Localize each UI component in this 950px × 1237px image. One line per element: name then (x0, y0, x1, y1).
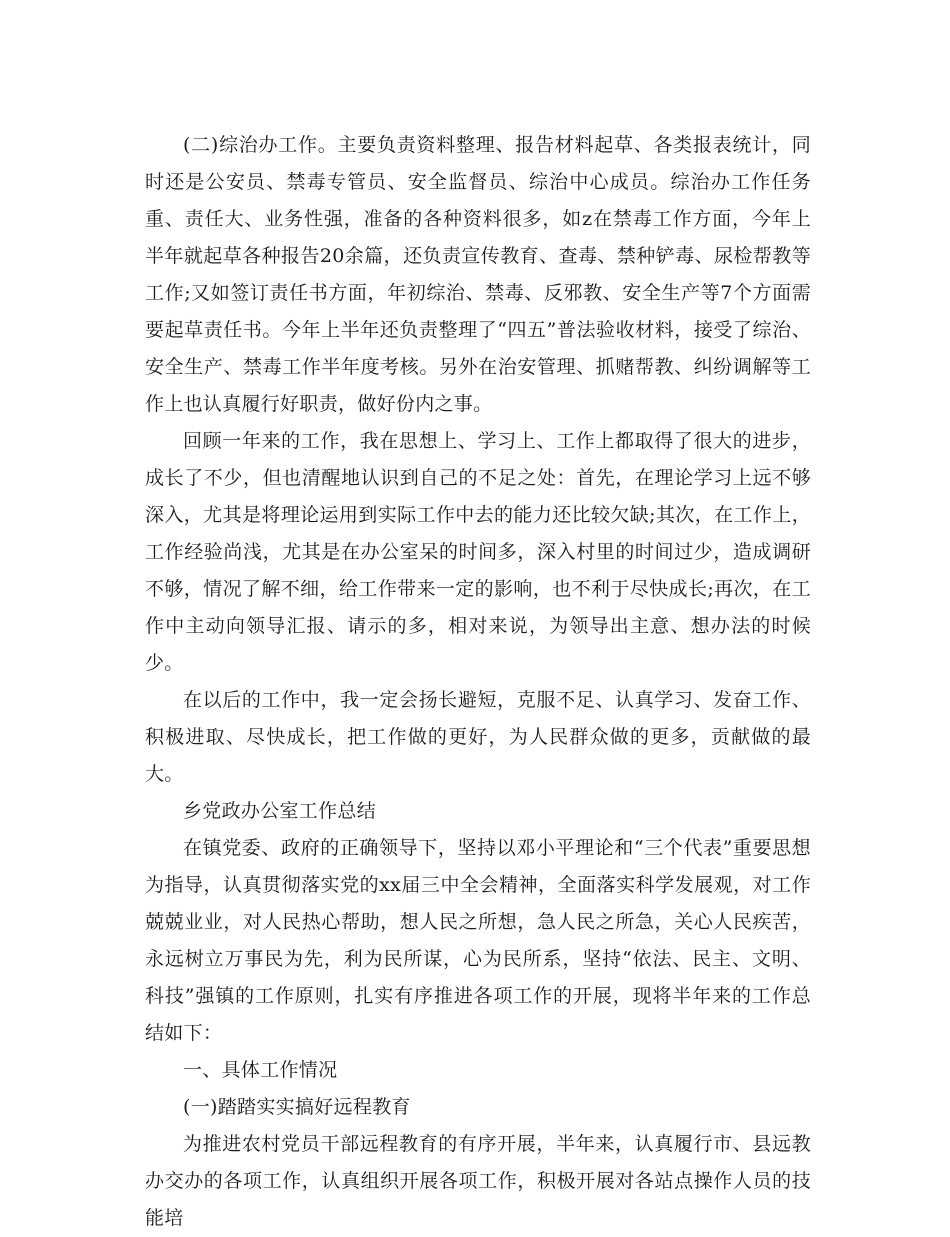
heading-level-2: (一)踏踏实实搞好远程教育 (183, 1096, 411, 1118)
document-body (145, 127, 811, 1237)
paragraph-review: 回顾一年来的工作，我在思想上、学习上、工作上都取得了很大的进步，成长了不少，但也清醒地认识到自己的不足之处：首先，在理论学习上远不够深入，尤其是将理论运用到实际工作中去的能力还比较欠缺;其次，在工作上，工作经验尚浅，尤其是在办公室呆的时间多，深入村里的时间过少，造成调研不够，情况了解不细，给工作带来一定的影响，也不利于尽快成长;再次，在工作中主动向领导汇报、请示的多，相对来说，为领导出主意、想办法的时候少。 (145, 430, 811, 674)
paragraph-zongzhi-work: (二)综治办工作。主要负责资料整理、报告材料起草、各类报表统计，同时还是公安员、禁毒专管员、安全监督员、综治中心成员。综治办工作任务重、责任大、业务性强，准备的各种资料很多，如z在禁毒工作方面，今年上半年就起草各种报告20余篇，还负责宣传教育、查毒、禁种铲毒、尿检帮教等工作;又如签订责任书方面，年初综治、禁毒、反邪教、安全生产等7个方面需要起草责任书。今年上半年还负责整理了“四五”普法验收材料，接受了综治、安全生产、禁毒工作半年度考核。另外在治安管理、抓赌帮教、纠纷调解等工作上也认真履行好职责，做好份内之事。 (145, 134, 811, 415)
section-title: 乡党政办公室工作总结 (183, 800, 377, 822)
heading-level-1: 一、具体工作情况 (183, 1059, 338, 1081)
paragraph-intro: 在镇党委、政府的正确领导下，坚持以邓小平理论和“三个代表”重要思想为指导，认真贯彻落实党的xx届三中全会精神，全面落实科学发展观，对工作兢兢业业，对人民热心帮助，想人民之所想，急人民之所急，关心人民疾苦，永远树立万事民为先，利为民所谋，心为民所系，坚持“依法、民主、文明、科技”强镇的工作原则，扎实有序推进各项工作的开展，现将半年来的工作总结如下： (145, 837, 811, 1044)
paragraph-future: 在以后的工作中，我一定会扬长避短，克服不足、认真学习、发奋工作、积极进取、尽快成长，把工作做的更好，为人民群众做的更多，贡献做的最大。 (145, 689, 811, 785)
paragraph-remote-education: 为推进农村党员干部远程教育的有序开展，半年来，认真履行市、县远教办交办的各项工作，认真组织开展各项工作，积极开展对各站点操作人员的技能培 (145, 1133, 811, 1229)
